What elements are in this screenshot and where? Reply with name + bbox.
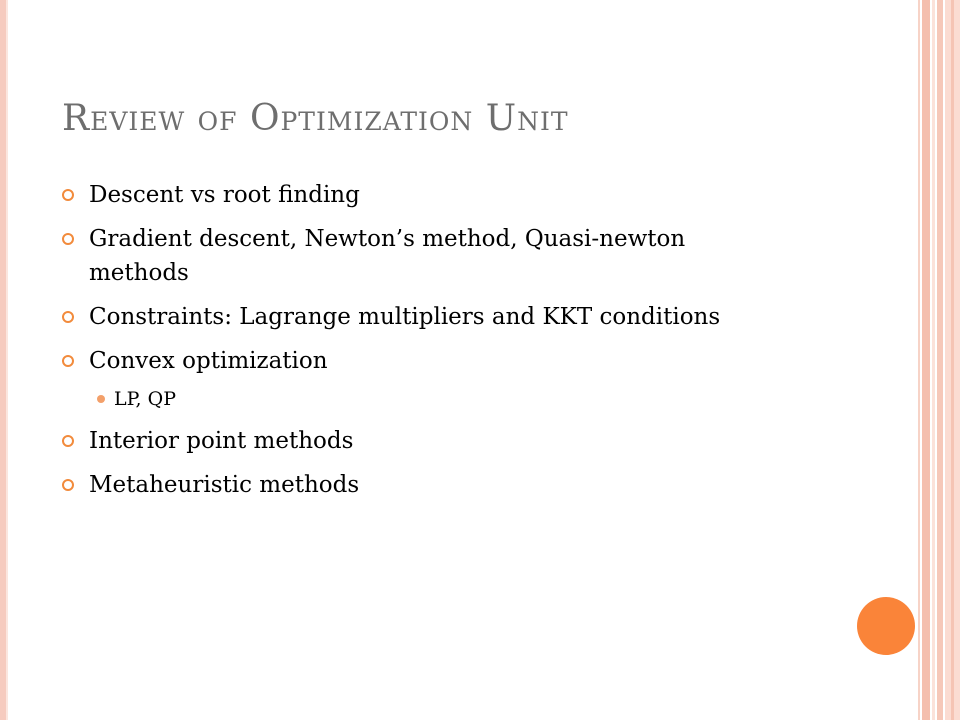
bullet-text: Gradient descent, Newton’s method, Quasi-newton methods (89, 226, 686, 286)
sub-bullet-item (62, 384, 782, 414)
decorative-circle-icon (857, 597, 915, 655)
bullet-item (62, 222, 782, 290)
bullet-list (62, 178, 782, 512)
right-stripe (932, 0, 935, 720)
bullet-item (62, 468, 782, 502)
left-frame-border-inner (6, 0, 8, 720)
bullet-item (62, 178, 782, 212)
bullet-item (62, 300, 782, 334)
bullet-ring-icon (62, 311, 74, 323)
right-stripe (922, 0, 930, 720)
bullet-text: Descent vs root finding (89, 182, 360, 208)
bullet-item (62, 344, 782, 378)
slide-title: Review of Optimization Unit (62, 98, 569, 139)
right-stripe (937, 0, 943, 720)
bullet-ring-icon (62, 435, 74, 447)
sub-bullet-text: LP, QP (114, 388, 176, 410)
bullet-ring-icon (62, 233, 74, 245)
bullet-item (62, 424, 782, 458)
bullet-ring-icon (62, 189, 74, 201)
bullet-dot-icon (97, 395, 105, 403)
right-stripe (951, 0, 954, 720)
right-stripe (918, 0, 920, 720)
bullet-text: Constraints: Lagrange multipliers and KKT conditions (89, 304, 721, 330)
bullet-text: Interior point methods (89, 428, 354, 454)
bullet-text: Metaheuristic methods (89, 472, 360, 498)
bullet-ring-icon (62, 355, 74, 367)
bullet-ring-icon (62, 479, 74, 491)
bullet-text: Convex optimization (89, 348, 328, 374)
